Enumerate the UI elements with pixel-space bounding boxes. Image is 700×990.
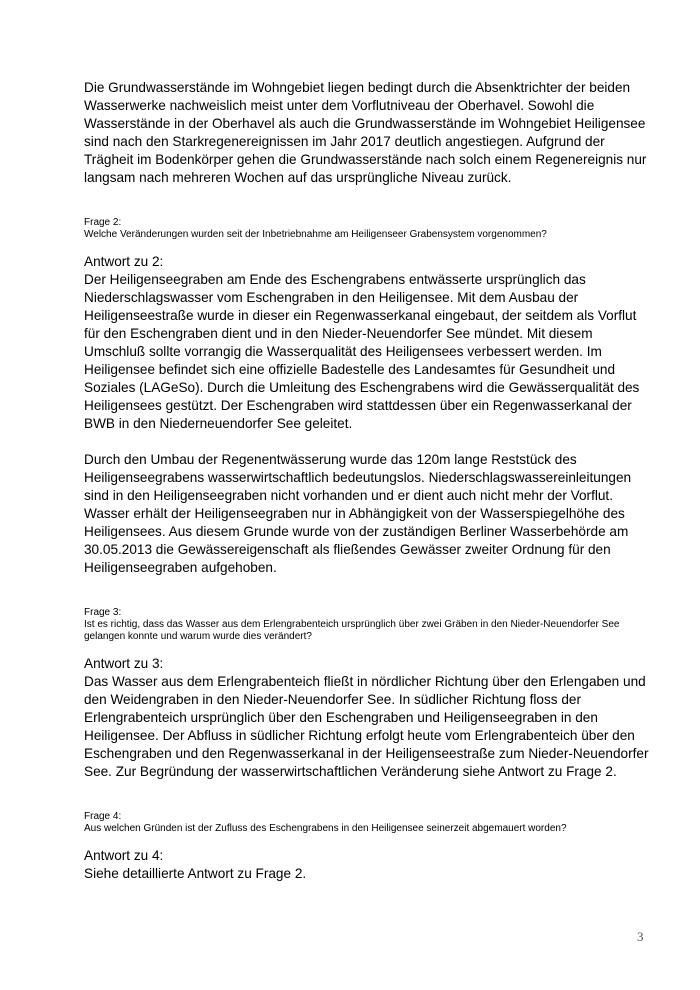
- answer-4-paragraph-1: Siehe detaillierte Antwort zu Frage 2.: [84, 866, 307, 881]
- answer-2-paragraph-1: Der Heiligenseegraben am Ende des Eschengrabens entwässerte ursprünglich das Niederschlagswasser vom Eschengraben in den Heiligensee. Mit dem Ausbau der Heiligenseestraße wurde in dieser ein Regenwasserkanal eingebaut, der seitdem als Vorflut für den Eschengraben dient und in den Nieder-Neuendorfer See mündet. Mit diesem Umschluß sollte vorrangig die Wasserqualität des Heiligensees verbessert werden. Im Heiligensee befindet sich eine offizielle Badestelle des Landesamtes für Gesundheit und Soziales (LAGeSo). Durch die Umleitung des Eschengrabens wird die Gewässerqualität des Heiligensees gestützt. Der Eschengraben wird stattdessen über ein Regenwasserkanal der BWB in den Niederneuendorfer See geleitet.: [84, 272, 640, 431]
- question-2-text: Welche Veränderungen wurden seit der Inbetriebnahme am Heiligenseer Grabensystem vorgenommen?: [84, 229, 547, 240]
- question-3-section: [84, 607, 650, 781]
- answer-3-heading: Antwort zu 3:: [84, 656, 164, 671]
- question-4-text: Aus welchen Gründen ist der Zufluss des Eschengrabens in den Heiligensee seinerzeit abgemauert worden?: [84, 823, 567, 834]
- spacer: [84, 781, 650, 811]
- spacer: [84, 433, 650, 451]
- answer-2-paragraph-2: Durch den Umbau der Regenentwässerung wurde das 120m lange Reststück des Heiligenseegrabens wasserwirtschaftlich bedeutungslos. Niederschlagswassereinleitungen sind in den Heiligenseegraben nicht vorhanden und er dient auch nicht mehr der Vorflut. Wasser erhält der Heiligenseegraben nur in Abhängigkeit von der Wasserspiegelhöhe des Heiligensees. Aus diesem Grunde wurde von der zuständigen Berliner Wasserbehörde am 30.05.2013 die Gewässereigenschaft als fließendes Gewässer zweiter Ordnung für den Heiligenseegraben aufgehoben.: [84, 452, 632, 575]
- spacer: [84, 187, 650, 217]
- spacer: [84, 241, 650, 253]
- question-2-section: [84, 217, 650, 577]
- question-4-section: [84, 811, 650, 883]
- answer-2-heading: Antwort zu 2:: [84, 254, 164, 269]
- spacer: [84, 577, 650, 607]
- question-2-label: Frage 2:: [84, 217, 122, 228]
- question-3-text: Ist es richtig, dass das Wasser aus dem Erlengrabenteich ursprünglich über zwei Gräben in den Nieder-Neuendorfer See gelangen konnte und warum wurde dies verändert?: [84, 619, 620, 642]
- question-4-label: Frage 4:: [84, 811, 122, 822]
- spacer: [84, 835, 650, 847]
- intro-paragraph: Die Grundwasserstände im Wohngebiet liegen bedingt durch die Absenktrichter der beiden Wasserwerke nachweislich meist unter dem Vorflutniveau der Oberhavel. Sowohl die Wasserstände in der Oberhavel als auch die Grundwasserstände im Wohngebiet Heiligensee sind nach den Starkregenereignissen im Jahr 2017 deutlich angestiegen. Aufgrund der Trägheit im Bodenkörper gehen die Grundwasserstände nach solch einem Regenereignis nur langsam nach mehreren Wochen auf das ursprüngliche Niveau zurück.: [84, 80, 647, 185]
- page-number: 3: [637, 929, 644, 944]
- answer-3-paragraph-1: Das Wasser aus dem Erlengrabenteich fließt in nördlicher Richtung über den Erlengaben und den Weidengraben in den Nieder-Neuendorfer See. In südlicher Richtung floss der Erlengrabenteich ursprünglich über den Eschengraben und Heiligenseegraben in den Heiligensee. Der Abfluss in südlicher Richtung erfolgt heute vom Erlengrabenteich über den Eschengraben und den Regenwasserkanal in der Heiligenseestraße zum Nieder-Neuendorfer See. Zur Begründung der wasserwirtschaftlichen Veränderung siehe Antwort zu Frage 2.: [84, 674, 649, 779]
- answer-4-heading: Antwort zu 4:: [84, 848, 164, 863]
- spacer: [84, 643, 650, 655]
- document-page: [84, 79, 650, 883]
- question-3-label: Frage 3:: [84, 607, 122, 618]
